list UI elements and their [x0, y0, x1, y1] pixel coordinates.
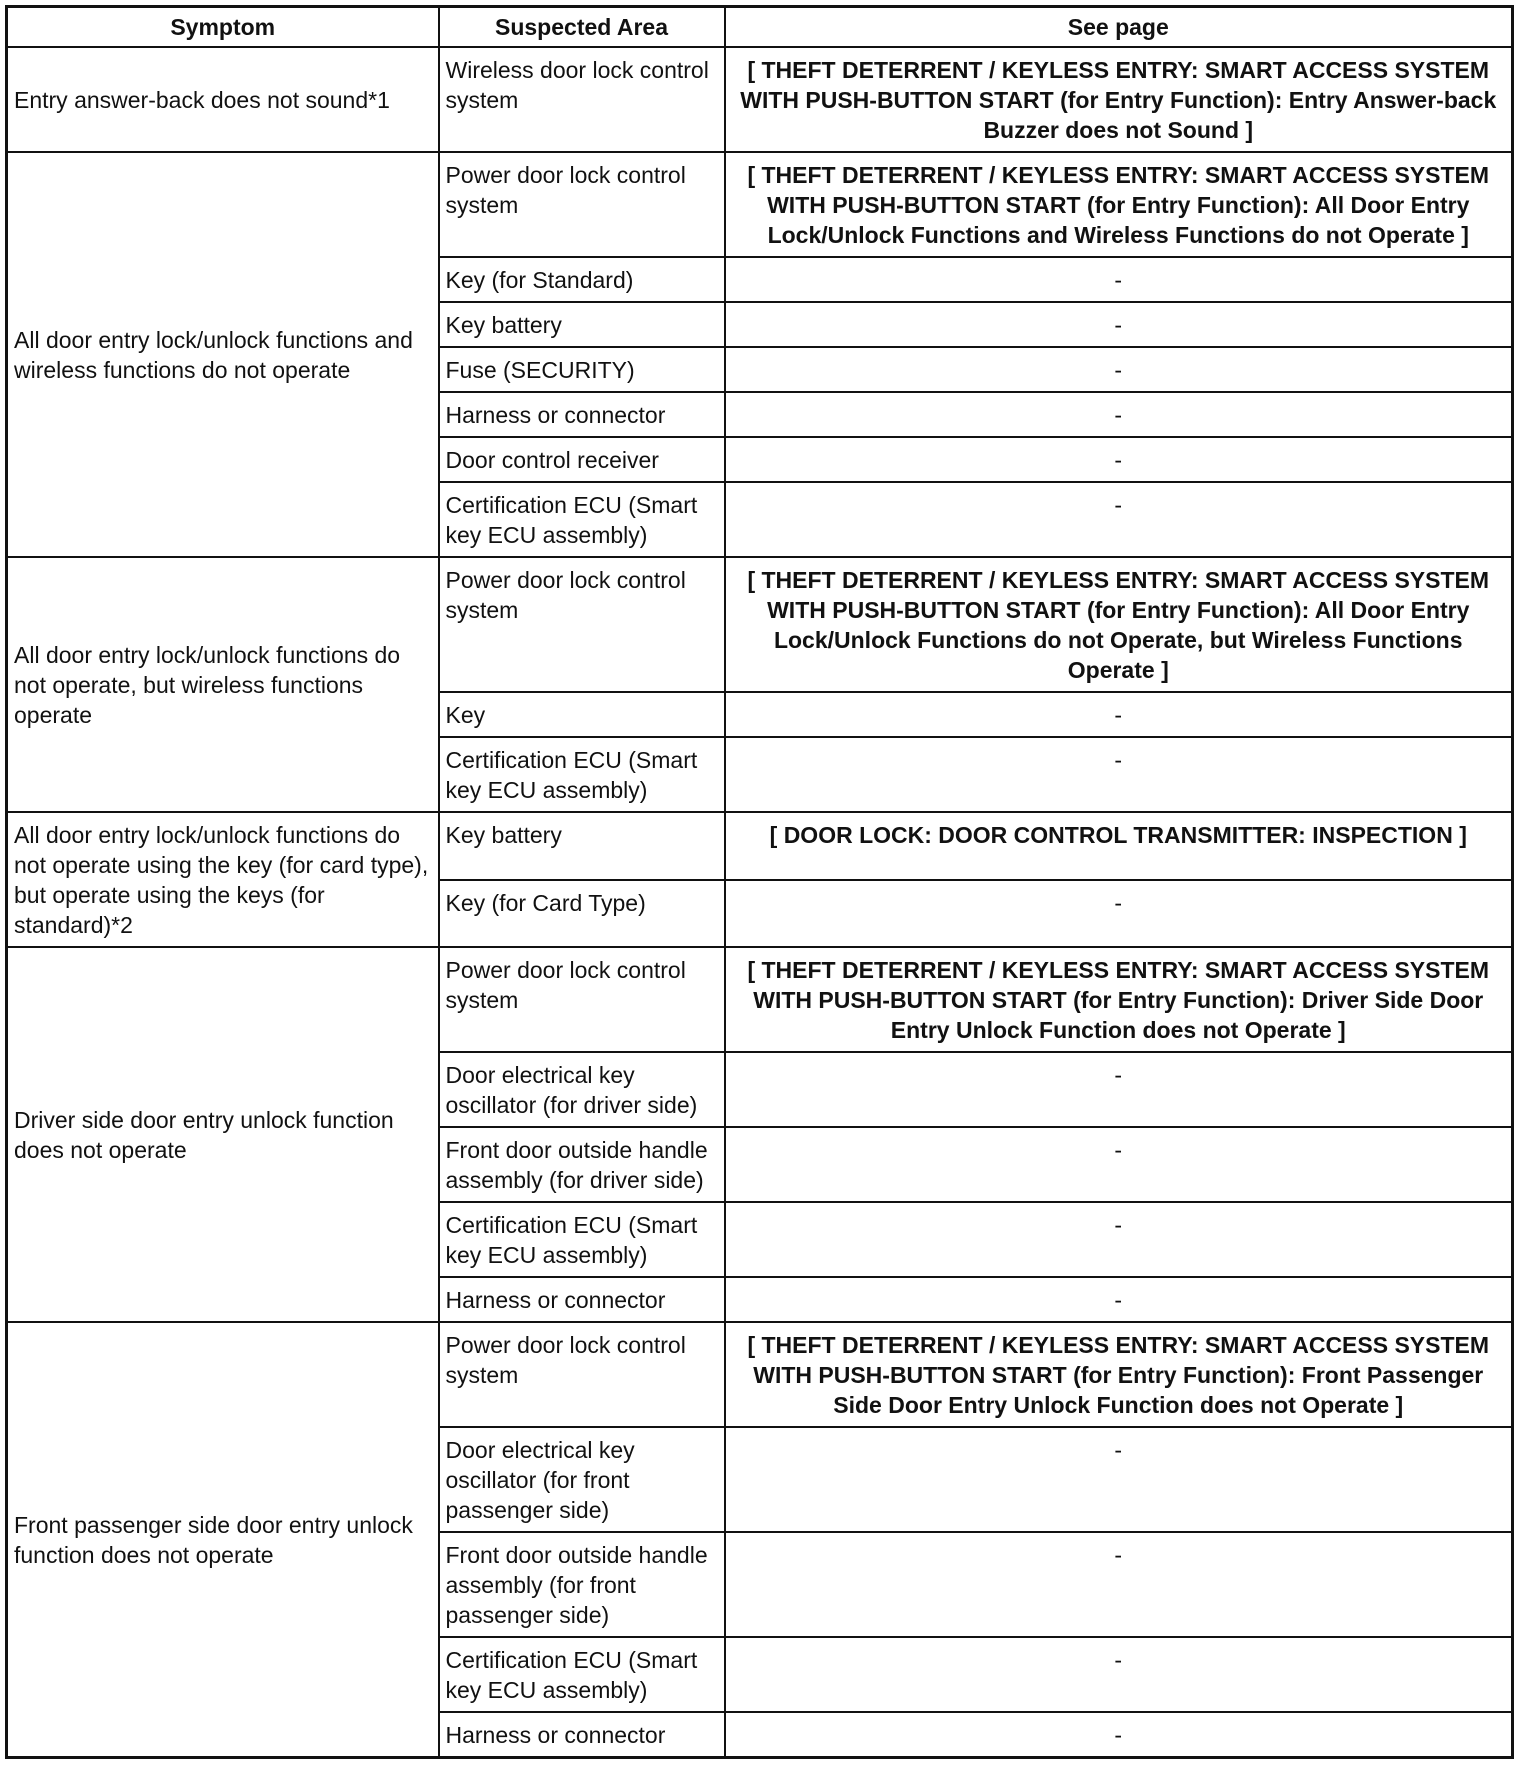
table-row: [7, 812, 1513, 880]
symptom-cell: Entry answer-back does not sound*1: [7, 47, 439, 152]
see-page-reference-cell: [ THEFT DETERRENT / KEYLESS ENTRY: SMART ACCESS SYSTEM WITH PUSH-BUTTON START (for Entry Function): Front Passenger Side Door Entry Unlock Function does not Operate ]: [725, 1322, 1513, 1427]
see-page-reference-cell: [ THEFT DETERRENT / KEYLESS ENTRY: SMART ACCESS SYSTEM WITH PUSH-BUTTON START (for Entry Function): All Door Entry Lock/Unlock Functions do not Operate, but Wireless Functions Operate ]: [725, 557, 1513, 692]
troubleshooting-table-wrapper: [5, 5, 1511, 1759]
see-page-empty-cell: -: [725, 1427, 1513, 1532]
symptom-cell: All door entry lock/unlock functions do not operate using the key (for card type), but operate using the keys (for standard)*2: [7, 812, 439, 947]
suspected-area-cell: Harness or connector: [439, 392, 725, 437]
suspected-area-cell: Harness or connector: [439, 1277, 725, 1322]
see-page-empty-cell: -: [725, 482, 1513, 557]
symptom-cell: Driver side door entry unlock function does not operate: [7, 947, 439, 1322]
see-page-empty-cell: -: [725, 737, 1513, 812]
suspected-area-cell: Door control receiver: [439, 437, 725, 482]
suspected-area-cell: Door electrical key oscillator (for driver side): [439, 1052, 725, 1127]
suspected-area-cell: Harness or connector: [439, 1712, 725, 1758]
symptom-cell: All door entry lock/unlock functions and wireless functions do not operate: [7, 152, 439, 557]
header-row: [7, 7, 1513, 48]
suspected-area-cell: Wireless door lock control system: [439, 47, 725, 152]
see-page-reference-cell: [ THEFT DETERRENT / KEYLESS ENTRY: SMART ACCESS SYSTEM WITH PUSH-BUTTON START (for Entry Function): Driver Side Door Entry Unlock Function does not Operate ]: [725, 947, 1513, 1052]
suspected-area-cell: Key (for Standard): [439, 257, 725, 302]
symptom-cell: Front passenger side door entry unlock function does not operate: [7, 1322, 439, 1758]
problem-symptoms-table: [5, 5, 1514, 1759]
table-row: [7, 47, 1513, 152]
symptom-cell: All door entry lock/unlock functions do not operate, but wireless functions operate: [7, 557, 439, 812]
suspected-area-cell: Certification ECU (Smart key ECU assembly): [439, 737, 725, 812]
see-page-empty-cell: -: [725, 392, 1513, 437]
see-page-reference-cell: [ THEFT DETERRENT / KEYLESS ENTRY: SMART ACCESS SYSTEM WITH PUSH-BUTTON START (for Entry Function): All Door Entry Lock/Unlock Functions and Wireless Functions do not Operate ]: [725, 152, 1513, 257]
see-page-empty-cell: -: [725, 1277, 1513, 1322]
see-page-empty-cell: -: [725, 302, 1513, 347]
header-suspected-area: Suspected Area: [439, 7, 725, 48]
suspected-area-cell: Front door outside handle assembly (for driver side): [439, 1127, 725, 1202]
suspected-area-cell: Certification ECU (Smart key ECU assembly): [439, 482, 725, 557]
suspected-area-cell: Key: [439, 692, 725, 737]
header-see-page: See page: [725, 7, 1513, 48]
see-page-empty-cell: -: [725, 1637, 1513, 1712]
suspected-area-cell: Fuse (SECURITY): [439, 347, 725, 392]
see-page-empty-cell: -: [725, 1127, 1513, 1202]
see-page-empty-cell: -: [725, 1202, 1513, 1277]
suspected-area-cell: Key battery: [439, 812, 725, 880]
see-page-empty-cell: -: [725, 880, 1513, 948]
see-page-empty-cell: -: [725, 1712, 1513, 1758]
suspected-area-cell: Power door lock control system: [439, 152, 725, 257]
table-body: [7, 47, 1513, 1758]
suspected-area-cell: Door electrical key oscillator (for front passenger side): [439, 1427, 725, 1532]
see-page-empty-cell: -: [725, 1052, 1513, 1127]
suspected-area-cell: Front door outside handle assembly (for front passenger side): [439, 1532, 725, 1637]
see-page-empty-cell: -: [725, 692, 1513, 737]
suspected-area-cell: Key (for Card Type): [439, 880, 725, 948]
header-symptom: Symptom: [7, 7, 439, 48]
see-page-empty-cell: -: [725, 347, 1513, 392]
suspected-area-cell: Certification ECU (Smart key ECU assembly): [439, 1202, 725, 1277]
suspected-area-cell: Power door lock control system: [439, 947, 725, 1052]
suspected-area-cell: Power door lock control system: [439, 557, 725, 692]
table-row: [7, 557, 1513, 692]
table-row: [7, 947, 1513, 1052]
see-page-empty-cell: -: [725, 257, 1513, 302]
table-row: [7, 152, 1513, 257]
suspected-area-cell: Certification ECU (Smart key ECU assembly): [439, 1637, 725, 1712]
see-page-empty-cell: -: [725, 437, 1513, 482]
see-page-reference-cell: [ DOOR LOCK: DOOR CONTROL TRANSMITTER: INSPECTION ]: [725, 812, 1513, 880]
suspected-area-cell: Key battery: [439, 302, 725, 347]
see-page-reference-cell: [ THEFT DETERRENT / KEYLESS ENTRY: SMART ACCESS SYSTEM WITH PUSH-BUTTON START (for Entry Function): Entry Answer-back Buzzer does not Sound ]: [725, 47, 1513, 152]
suspected-area-cell: Power door lock control system: [439, 1322, 725, 1427]
table-row: [7, 1322, 1513, 1427]
see-page-empty-cell: -: [725, 1532, 1513, 1637]
